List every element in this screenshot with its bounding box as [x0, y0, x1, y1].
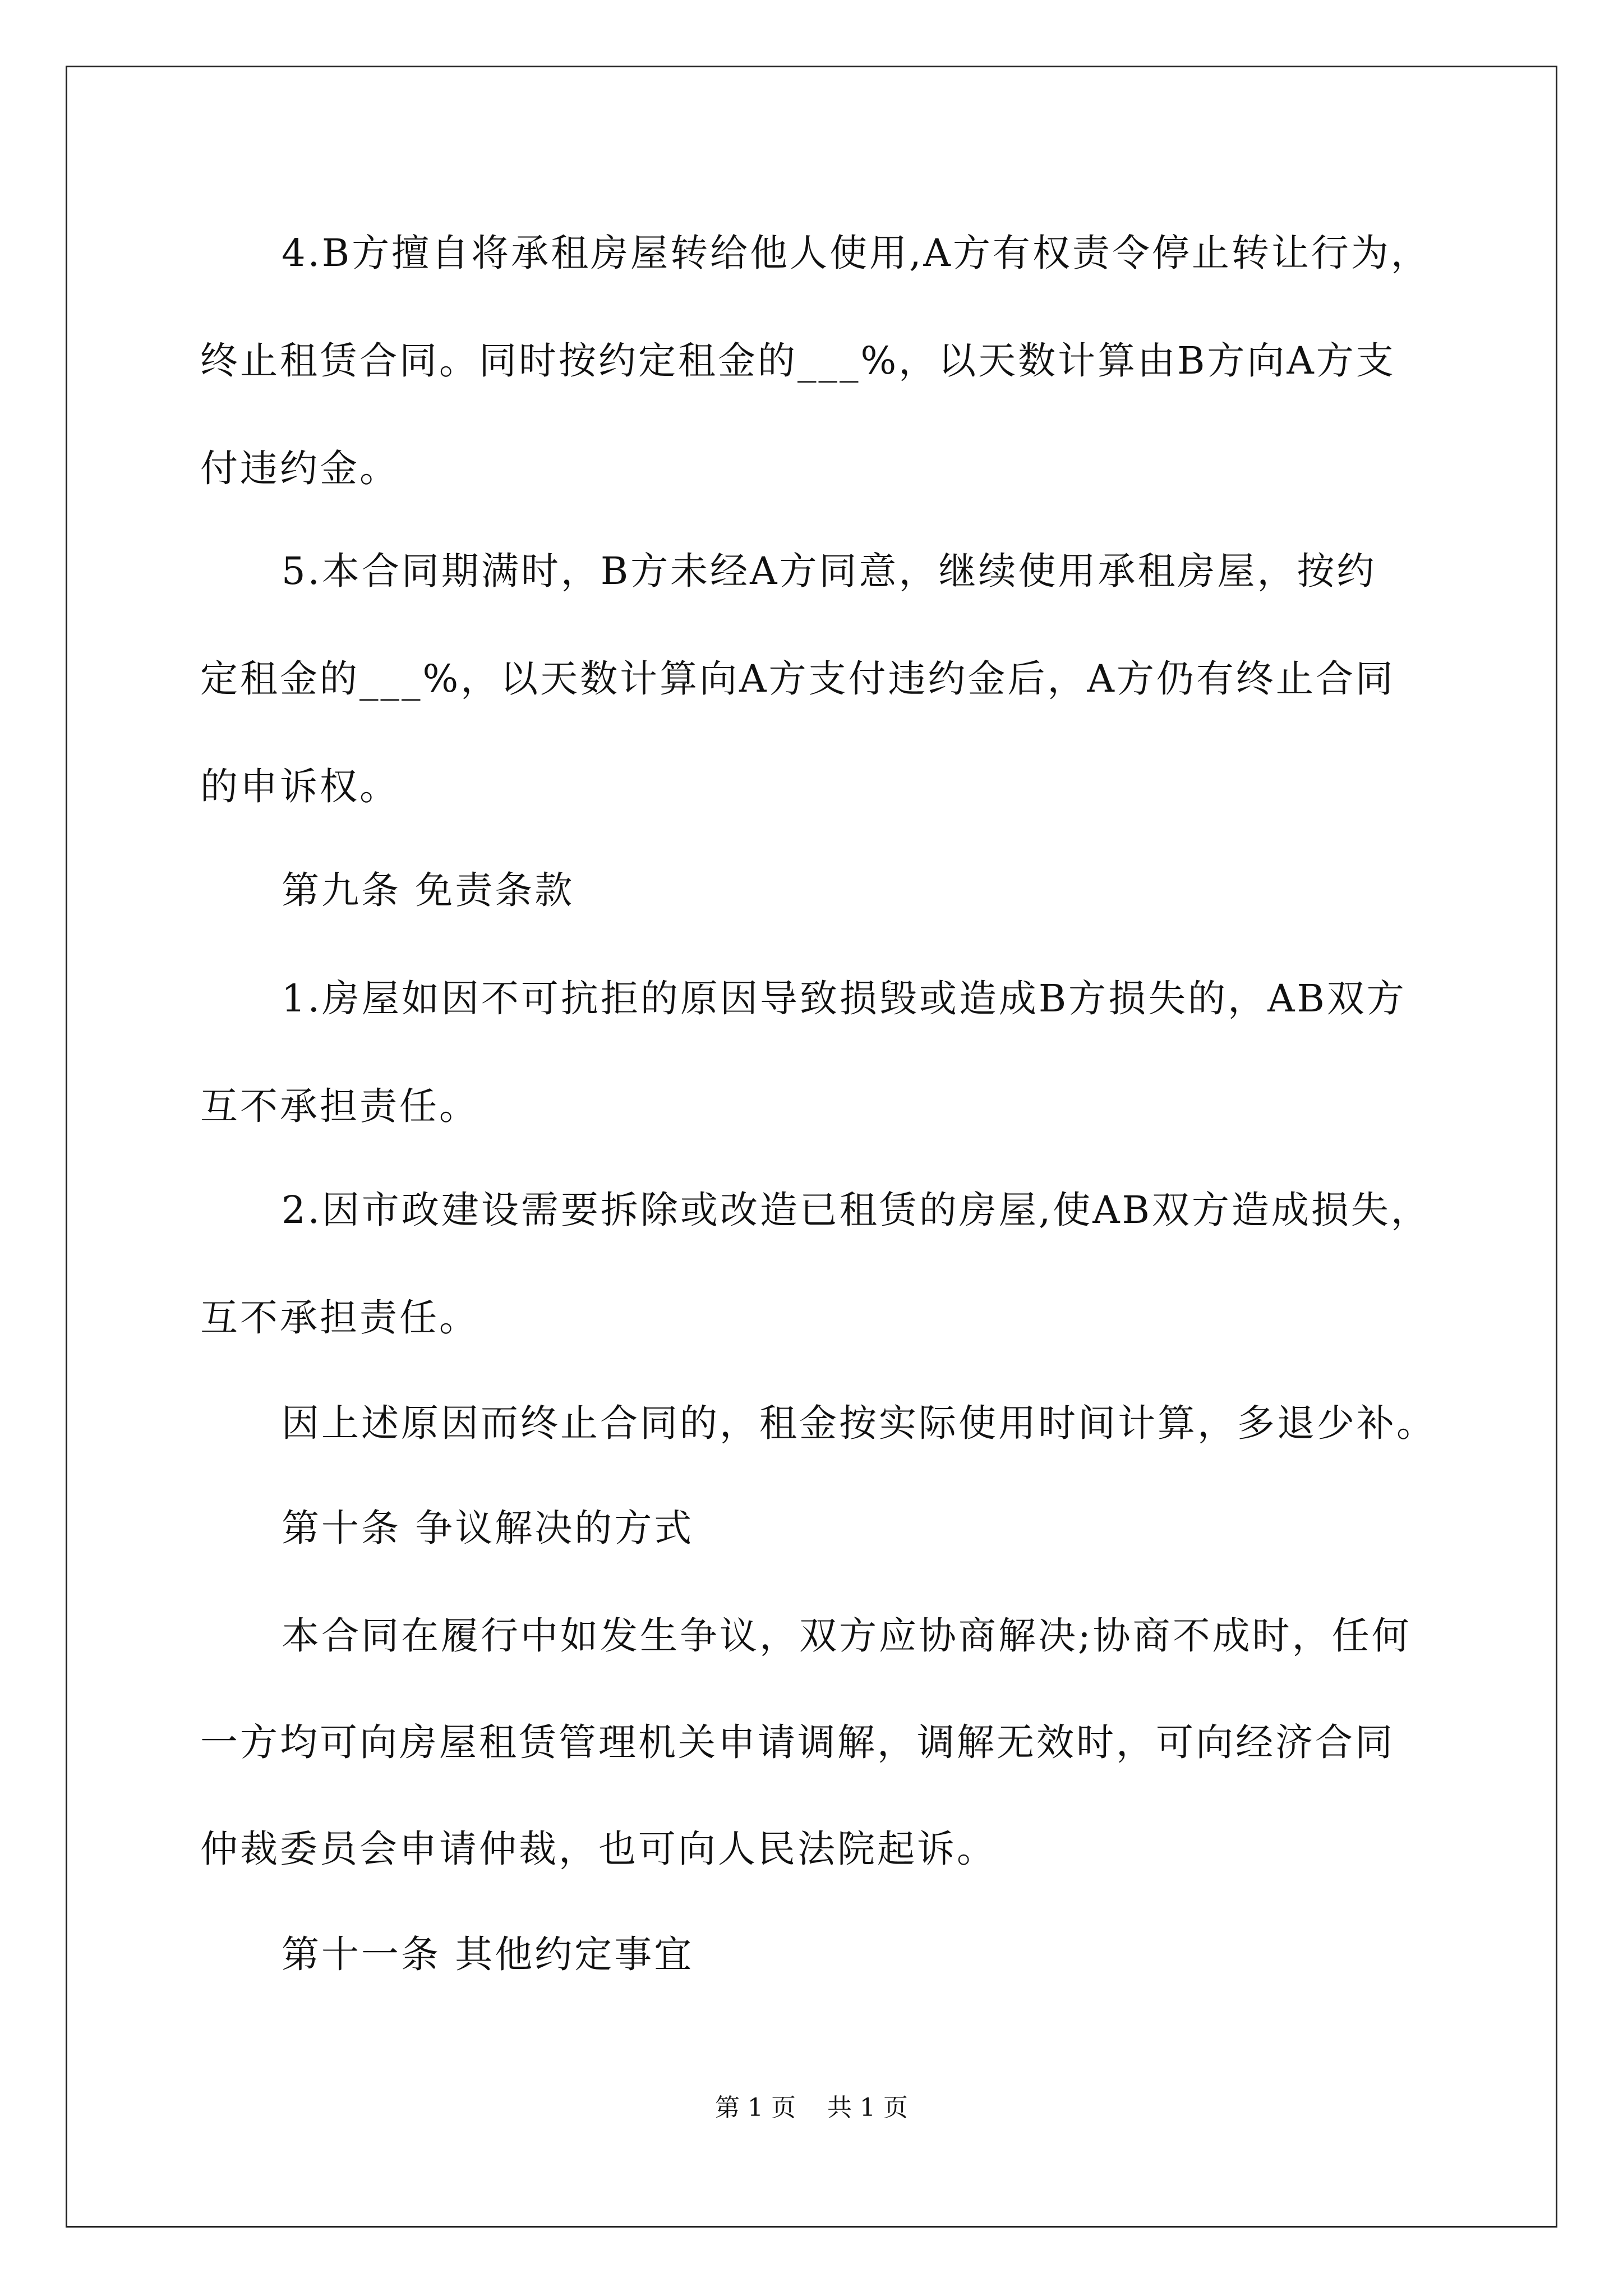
paragraph-line: 因上述原因而终止合同的，租金按实际使用时间计算，多退少补。 — [282, 1401, 1436, 1445]
paragraph-line: 本合同在履行中如发生争议，双方应协商解决;协商不成时，任何 — [282, 1614, 1412, 1658]
section-heading: 第十一条 其他约定事宜 — [282, 1932, 694, 1976]
paragraph-line: 1.房屋如因不可抗拒的原因导致损毁或造成B方损失的，AB双方 — [282, 977, 1407, 1020]
paragraph-line: 付违约金。 — [200, 447, 399, 490]
section-heading: 第九条 免责条款 — [282, 868, 575, 912]
paragraph-line: 定租金的___%，以天数计算向A方支付违约金后，A方仍有终止合同 — [200, 657, 1395, 701]
paragraph-line: 一方均可向房屋租赁管理机关申请调解，调解无效时，可向经济合同 — [200, 1720, 1395, 1764]
paragraph-line: 终止租赁合同。同时按约定租金的___%，以天数计算由B方向A方支 — [200, 339, 1396, 383]
paragraph-line: 互不承担责任。 — [200, 1084, 479, 1128]
paragraph-line: 5.本合同期满时，B方未经A方同意，继续使用承租房屋，按约 — [282, 549, 1377, 593]
paragraph-line: 4.B方擅自将承租房屋转给他人使用,A方有权责令停止转让行为， — [282, 231, 1431, 275]
paragraph-line: 2.因市政建设需要拆除或改造已租赁的房屋,使AB双方造成损失， — [282, 1188, 1431, 1232]
page-border — [66, 66, 1557, 2228]
paragraph-line: 的申诉权。 — [200, 765, 399, 808]
paragraph-line: 仲裁委员会申请仲裁，也可向人民法院起诉。 — [200, 1827, 997, 1871]
page-number-footer: 第 1 页 共 1 页 — [715, 2093, 908, 2122]
section-heading: 第十条 争议解决的方式 — [282, 1506, 694, 1550]
paragraph-line: 互不承担责任。 — [200, 1296, 479, 1340]
